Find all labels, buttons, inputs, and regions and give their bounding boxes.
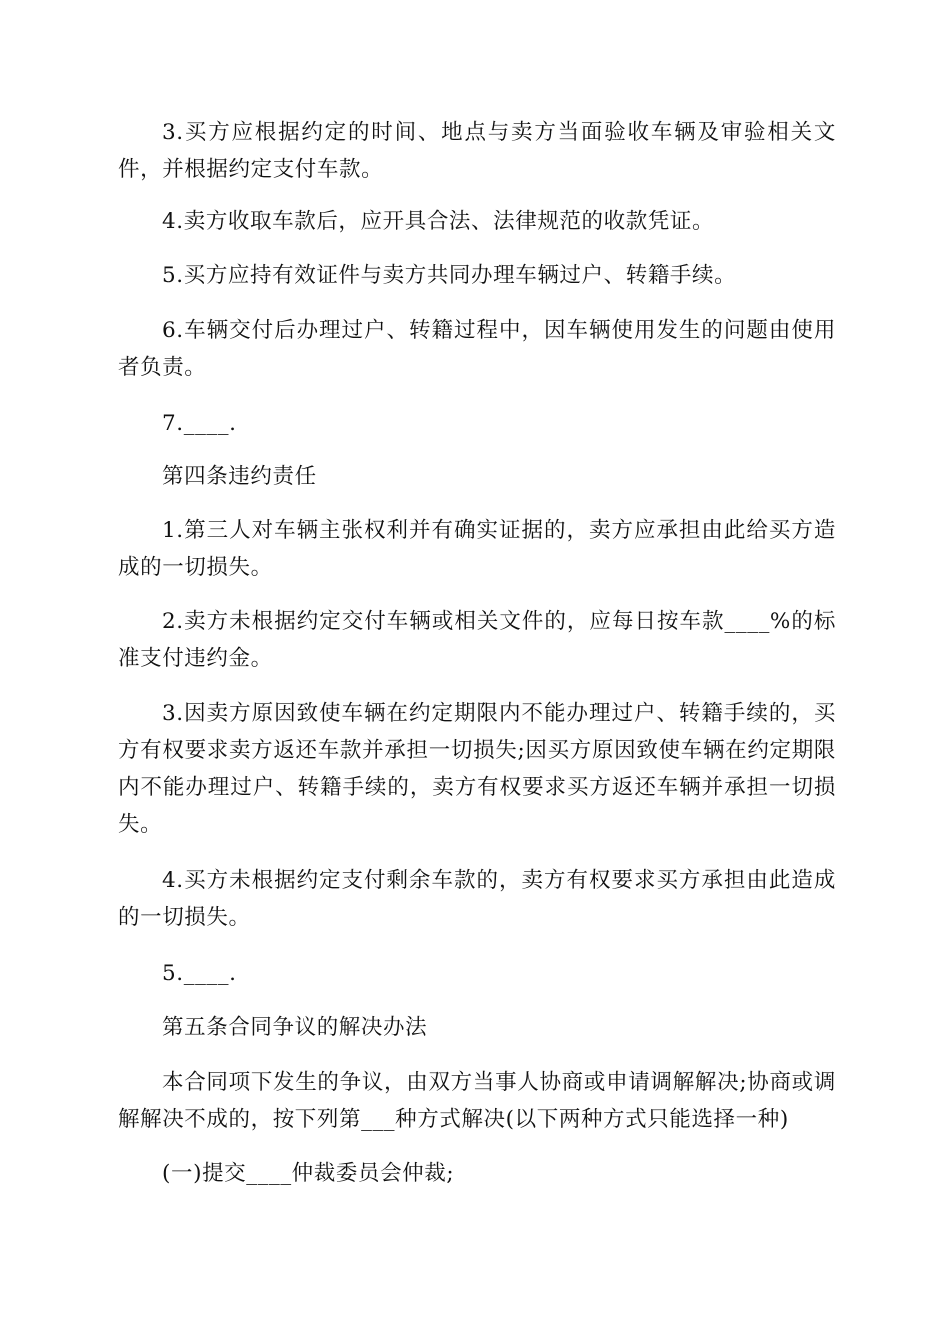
clause-5-transfer: 5.买方应持有效证件与卖方共同办理车辆过户、转籍手续。 bbox=[162, 263, 737, 288]
breach-clause-4: 4.买方未根据约定支付剩余车款的，卖方有权要求买方承担由此造成的一切损失。 bbox=[118, 868, 836, 930]
dispute-resolution-text: 本合同项下发生的争议，由双方当事人协商或申请调解解决;协商或调解解决不成的，按下列第___种方式解决(以下两种方式只能选择一种) bbox=[118, 1070, 836, 1132]
breach-clause-3: 3.因卖方原因致使车辆在约定期限内不能办理过户、转籍手续的，买方有权要求卖方返还车款并承担一切损失;因买方原因致使车辆在约定期限内不能办理过户、转籍手续的，卖方有权要求买方返还车辆并承担一切损失。 bbox=[118, 701, 836, 837]
section-heading-dispute: 第五条合同争议的解决办法 bbox=[162, 1015, 428, 1040]
clause-7-blank: 7.____. bbox=[162, 411, 237, 436]
clause-4-receipt: 4.卖方收取车款后，应开具合法、法律规范的收款凭证。 bbox=[162, 209, 715, 234]
breach-clause-5-blank: 5.____. bbox=[162, 961, 237, 986]
section-heading-breach: 第四条违约责任 bbox=[162, 464, 317, 489]
dispute-option-1: (一)提交____仲裁委员会仲裁; bbox=[162, 1161, 455, 1186]
breach-clause-2: 2.卖方未根据约定交付车辆或相关文件的，应每日按车款____%的标准支付违约金。 bbox=[118, 609, 836, 671]
breach-clause-1: 1.第三人对车辆主张权利并有确实证据的，卖方应承担由此给买方造成的一切损失。 bbox=[118, 518, 836, 580]
clause-6-liability: 6.车辆交付后办理过户、转籍过程中，因车辆使用发生的问题由使用者负责。 bbox=[118, 318, 836, 380]
clause-3-inspection: 3.买方应根据约定的时间、地点与卖方当面验收车辆及审验相关文件，并根据约定支付车款。 bbox=[118, 120, 836, 182]
